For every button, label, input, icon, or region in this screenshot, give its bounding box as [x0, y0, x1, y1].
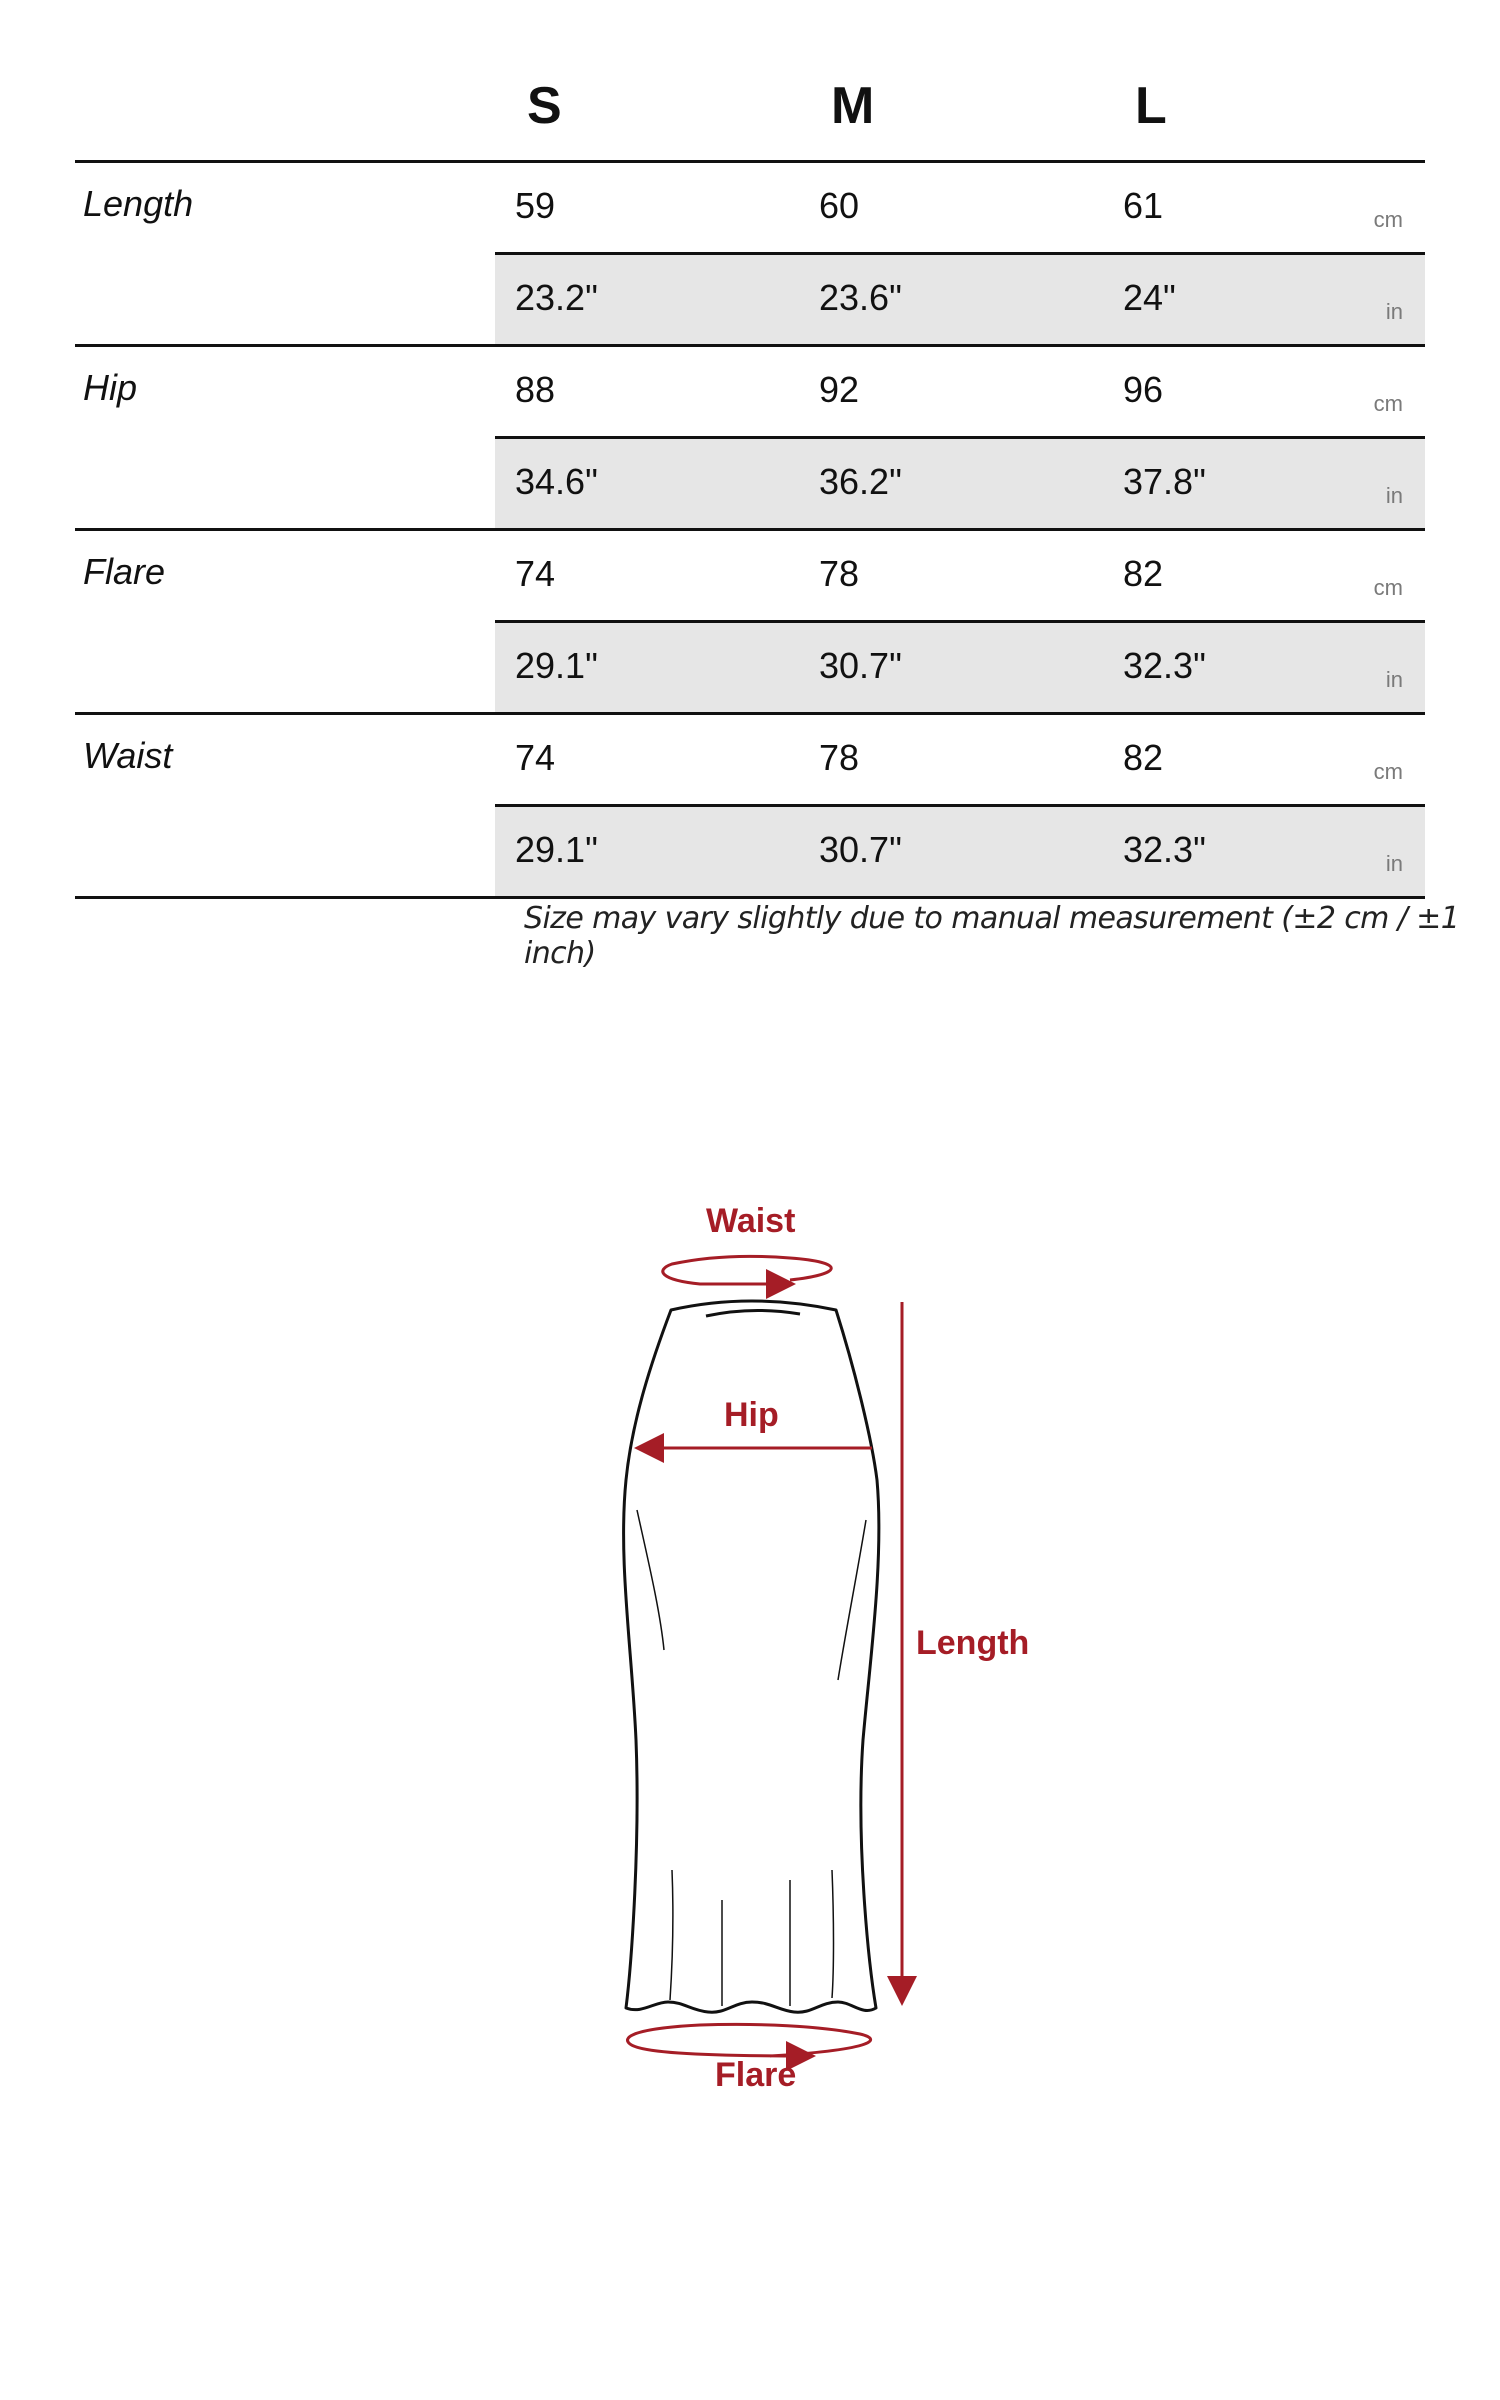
- value-cell: 30.7": [819, 645, 902, 686]
- measurement-label: Flare: [83, 551, 166, 592]
- value-cell: 32.3": [1123, 645, 1206, 686]
- inch-row: [495, 439, 1425, 528]
- size-header-s: S: [527, 77, 562, 135]
- cm-row: [495, 531, 1425, 623]
- size-header-row: [75, 0, 1425, 163]
- value-cell: 59: [515, 185, 556, 226]
- unit-label-cm: cm: [1373, 759, 1403, 784]
- value-cell: 24": [1123, 277, 1176, 318]
- size-chart-table: [75, 0, 1425, 899]
- value-cell: 34.6": [515, 461, 598, 502]
- cm-row: [495, 347, 1425, 439]
- value-cell: 74: [515, 553, 556, 594]
- skirt-measurement-diagram: [0, 1180, 1500, 2140]
- inch-row: [495, 807, 1425, 896]
- value-cell: 23.6": [819, 277, 902, 318]
- waist-label: Waist: [706, 1202, 796, 1240]
- measurement-label: Waist: [83, 735, 173, 776]
- value-cell: 92: [819, 369, 860, 410]
- value-cell: 29.1": [515, 829, 598, 870]
- cm-row: [495, 163, 1425, 255]
- unit-label-cm: cm: [1373, 575, 1403, 600]
- inch-row: [495, 623, 1425, 712]
- unit-label-cm: cm: [1373, 207, 1403, 232]
- value-cell: 36.2": [819, 461, 902, 502]
- measurement-label: Length: [83, 183, 194, 224]
- measurement-note: Size may vary slightly due to manual measurement (±2 cm / ±1 inch): [524, 901, 1460, 971]
- inch-row: [495, 255, 1425, 344]
- waist-measure-loop: [663, 1256, 831, 1284]
- value-cell: 61: [1123, 185, 1164, 226]
- unit-label-in: in: [1385, 483, 1403, 508]
- unit-label-cm: cm: [1373, 391, 1403, 416]
- value-cell: 60: [819, 185, 860, 226]
- hip-label: Hip: [724, 1396, 779, 1434]
- value-cell: 29.1": [515, 645, 598, 686]
- value-cell: 78: [819, 737, 860, 778]
- value-cell: 78: [819, 553, 860, 594]
- unit-label-in: in: [1385, 851, 1403, 876]
- size-header-l: L: [1135, 77, 1167, 135]
- value-cell: 37.8": [1123, 461, 1206, 502]
- flare-measure-loop: [628, 2024, 871, 2056]
- value-cell: 88: [515, 369, 556, 410]
- measurement-label: Hip: [83, 367, 138, 408]
- value-cell: 82: [1123, 553, 1164, 594]
- size-header-m: M: [831, 77, 875, 135]
- value-cell: 74: [515, 737, 556, 778]
- value-cell: 96: [1123, 369, 1164, 410]
- length-label: Length: [916, 1624, 1030, 1662]
- flare-label: Flare: [715, 2056, 797, 2094]
- value-cell: 23.2": [515, 277, 598, 318]
- unit-label-in: in: [1385, 667, 1403, 692]
- measurement-group-flare: [75, 531, 1425, 715]
- skirt-illustration: [0, 1180, 1500, 2140]
- value-cell: 30.7": [819, 829, 902, 870]
- value-cell: 82: [1123, 737, 1164, 778]
- measurement-group-waist: [75, 715, 1425, 899]
- measurement-group-hip: [75, 347, 1425, 531]
- unit-label-in: in: [1385, 299, 1403, 324]
- cm-row: [495, 715, 1425, 807]
- value-cell: 32.3": [1123, 829, 1206, 870]
- measurement-group-length: [75, 163, 1425, 347]
